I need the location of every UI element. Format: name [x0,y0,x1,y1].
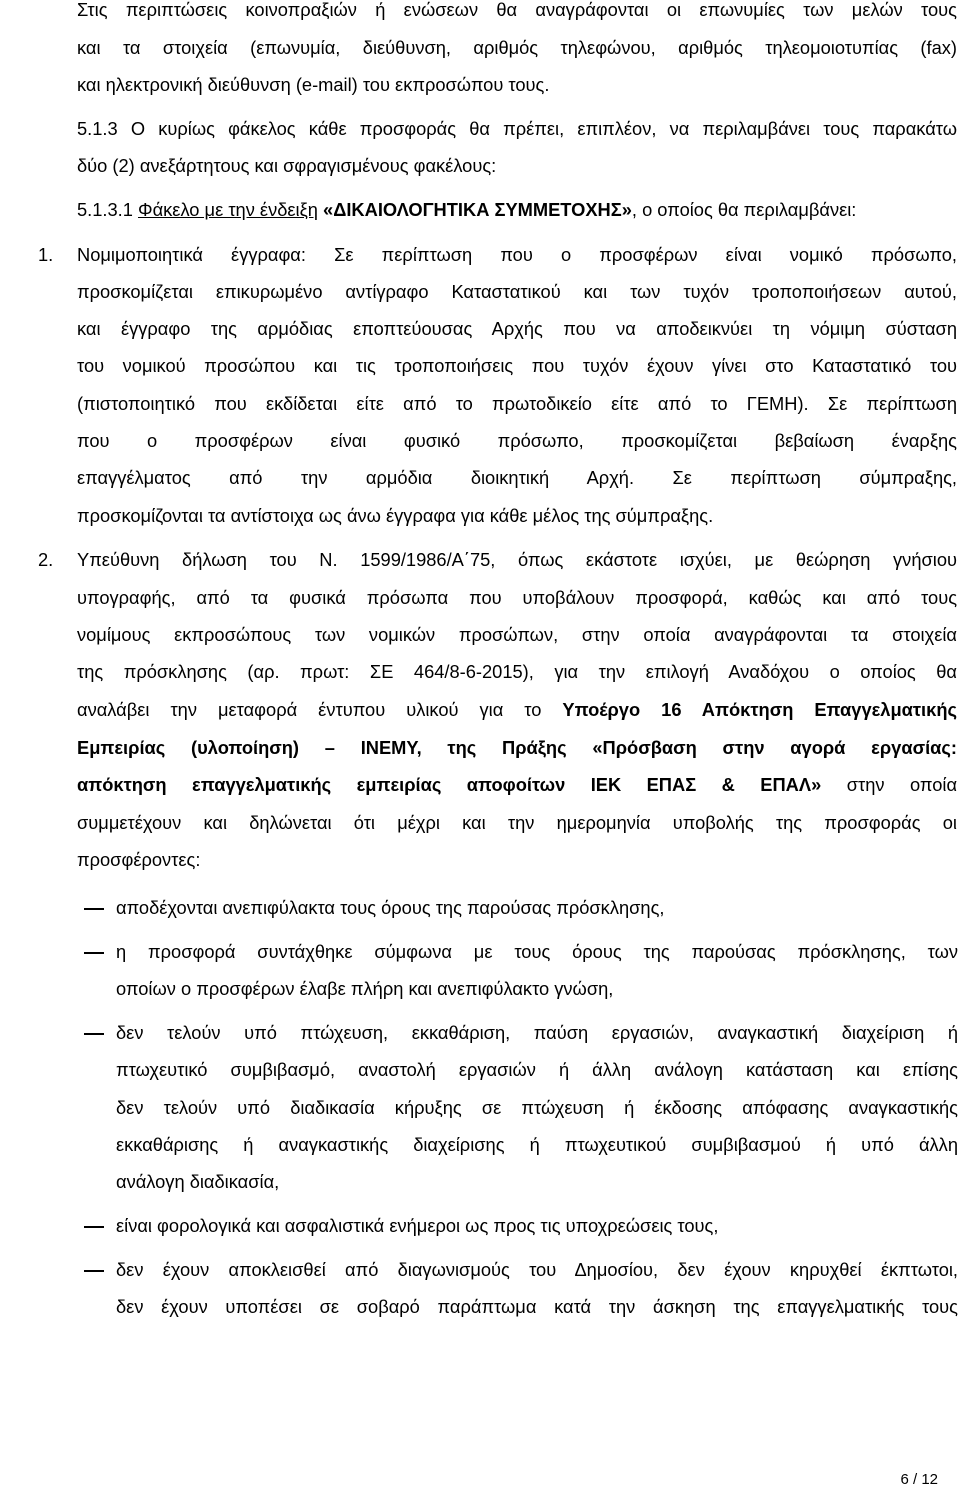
bullet-2-line-2: οποίων ο προσφέρων έλαβε πλήρη και ανεπιφύλακτο γνώση, [116,978,614,999]
heading-rest: , ο οποίος θα περιλαμβάνει: [631,199,857,220]
section-number: 5.1.3.1 [77,199,138,220]
item-2-line-1: Υπεύθυνη δήλωση του Ν. 1599/1986/Α΄75, όπως εκάστοτε ισχύει, με θεώρηση γνήσιου [77,549,957,570]
item-1-line-7: επαγγέλματος από την αρμόδια διοικητική Αρχή. Σε περίπτωση σύμπραξης, [77,467,957,488]
subproject-title: Υποέργο 16 Απόκτηση Επαγγελματικής [562,699,957,720]
item-1-line-8: προσκομίζονται τα αντίστοιχα ως άνω έγγραφα για κάθε μέλος της σύμπραξης. [77,505,714,526]
bullet-dash [84,1022,112,1044]
bullet-3-line-2: πτωχευτικό συμβιβασμό, αναστολή εργασιών ή άλλη ανάλογη κατάσταση και επίσης [116,1059,958,1080]
item-2-line-4: της πρόσκλησης (αρ. πρωτ: ΣΕ 464/8-6-2015), για την επιλογή Αναδόχου ο οποίος θα [77,661,957,682]
item-1-line-6: που ο προσφέρων είναι φυσικό πρόσωπο, προσκομίζεται βεβαίωση έναρξης [77,430,957,451]
item-1-line-5: (πιστοποιητικό που εκδίδεται είτε από το πρωτοδικείο είτε από το ΓΕΜΗ). Σε περίπτωση [77,393,957,414]
item-2-line-9: προσφέροντες: [77,849,201,870]
section-5-1-3-1-heading [77,199,960,221]
item-2-line-2: υπογραφής, από τα φυσικά πρόσωπα που υποβάλουν προσφορά, καθώς και από τους [77,587,957,608]
bullet-5-line-1: δεν έχουν αποκλεισθεί από διαγωνισμούς του Δημοσίου, δεν έχουν κηρυχθεί έκπτωτοι, [116,1259,958,1280]
item-2-line-5 [77,699,957,721]
item-2-line-8: συμμετέχουν και δηλώνεται ότι μέχρι και την ημερομηνία υποβολής της προσφοράς οι [77,812,957,833]
section-5-1-3-line-1: 5.1.3 Ο κυρίως φάκελος κάθε προσφοράς θα πρέπει, επιπλέον, να περιλαμβάνει τους παρακάτω [77,118,957,139]
action-title: απόκτηση επαγγελματικής εμπειρίας αποφοίτων ΙΕΚ ΕΠΑΣ & ΕΠΑΛ» [77,774,822,795]
item-1-line-4: του νομικού προσώπου και τις τροποποιήσεις που τυχόν έχουν γίνει στο Καταστατικό του [77,355,957,376]
bullet-2-line-1: η προσφορά συντάχθηκε σύμφωνα με τους όρους της παρούσας πρόσκλησης, των [116,941,958,962]
envelope-label: Φάκελο με την ένδειξη [138,199,318,220]
bullet-3-line-4: εκκαθάρισης ή αναγκαστικής διαχείρισης ή πτωχευτικού συμβιβασμού ή υπό άλλη [116,1134,958,1155]
page-number: 6 / 12 [900,1471,938,1488]
bullet-dash [84,1215,112,1237]
item-2-line-6: Εμπειρίας (υλοποίηση) – ΙΝΕΜΥ, της Πράξης «Πρόσβαση στην αγορά εργασίας: [77,737,957,758]
bullet-dash [84,897,112,919]
item-1-line-3: και έγγραφο της αρμόδιας εποπτεύουσας Αρχής που να αποδεικνύει τη νόμιμη σύσταση [77,318,957,339]
bullet-dash [84,941,112,963]
item-2-line-7-text: στην οποία [821,774,958,795]
intro-line-1: Στις περιπτώσεις κοινοπραξιών ή ενώσεων θα αναγράφονται οι επωνυμίες των μελών τους [77,0,957,20]
envelope-title: «ΔΙΚΑΙΟΛΟΓΗΤΙΚΑ ΣΥΜΜΕΤΟΧΗΣ» [317,199,632,220]
section-5-1-3-line-2: δύο (2) ανεξάρτητους και σφραγισμένους φακέλους: [77,155,497,176]
item-2-line-7 [77,774,957,796]
bullet-1: αποδέχονται ανεπιφύλακτα τους όρους της παρούσας πρόσκλησης, [116,897,665,918]
bullet-3-line-1: δεν τελούν υπό πτώχευση, εκκαθάριση, παύση εργασιών, αναγκαστική διαχείριση ή [116,1022,958,1043]
bullet-dash [84,1259,112,1281]
item-1-line-1: Νομιμοποιητικά έγγραφα: Σε περίπτωση που ο προσφέρων είναι νομικό πρόσωπο, [77,244,957,265]
item-2-number: 2. [38,549,54,570]
bullet-3-line-3: δεν τελούν υπό διαδικασία κήρυξης σε πτώχευση ή έκδοσης απόφασης αναγκαστικής [116,1097,958,1118]
item-1-line-2: προσκομίζεται επικυρωμένο αντίγραφο Καταστατικού και των τυχόν τροποποιήσεων αυτού, [77,281,957,302]
intro-line-3: και ηλεκτρονική διεύθυνση (e-mail) του εκπροσώπου τους. [77,74,550,95]
intro-line-2: και τα στοιχεία (επωνυμία, διεύθυνση, αριθμός τηλεφώνου, αριθμός τηλεομοιοτυπίας (fax) [77,37,957,58]
item-2-line-3: νομίμους εκπροσώπους των νομικών προσώπων, στην οποία αναγράφονται τα στοιχεία [77,624,957,645]
bullet-3-line-5: ανάλογη διαδικασία, [116,1171,280,1192]
bullet-4: είναι φορολογικά και ασφαλιστικά ενήμεροι ως προς τις υποχρεώσεις τους, [116,1215,719,1236]
item-1-number: 1. [38,244,54,265]
bullet-5-line-2: δεν έχουν υποπέσει σε σοβαρό παράπτωμα κατά την άσκηση της επαγγελματικής τους [116,1296,958,1317]
item-2-line-5-text: αναλάβει την μεταφορά έντυπου υλικού για το [77,699,563,720]
